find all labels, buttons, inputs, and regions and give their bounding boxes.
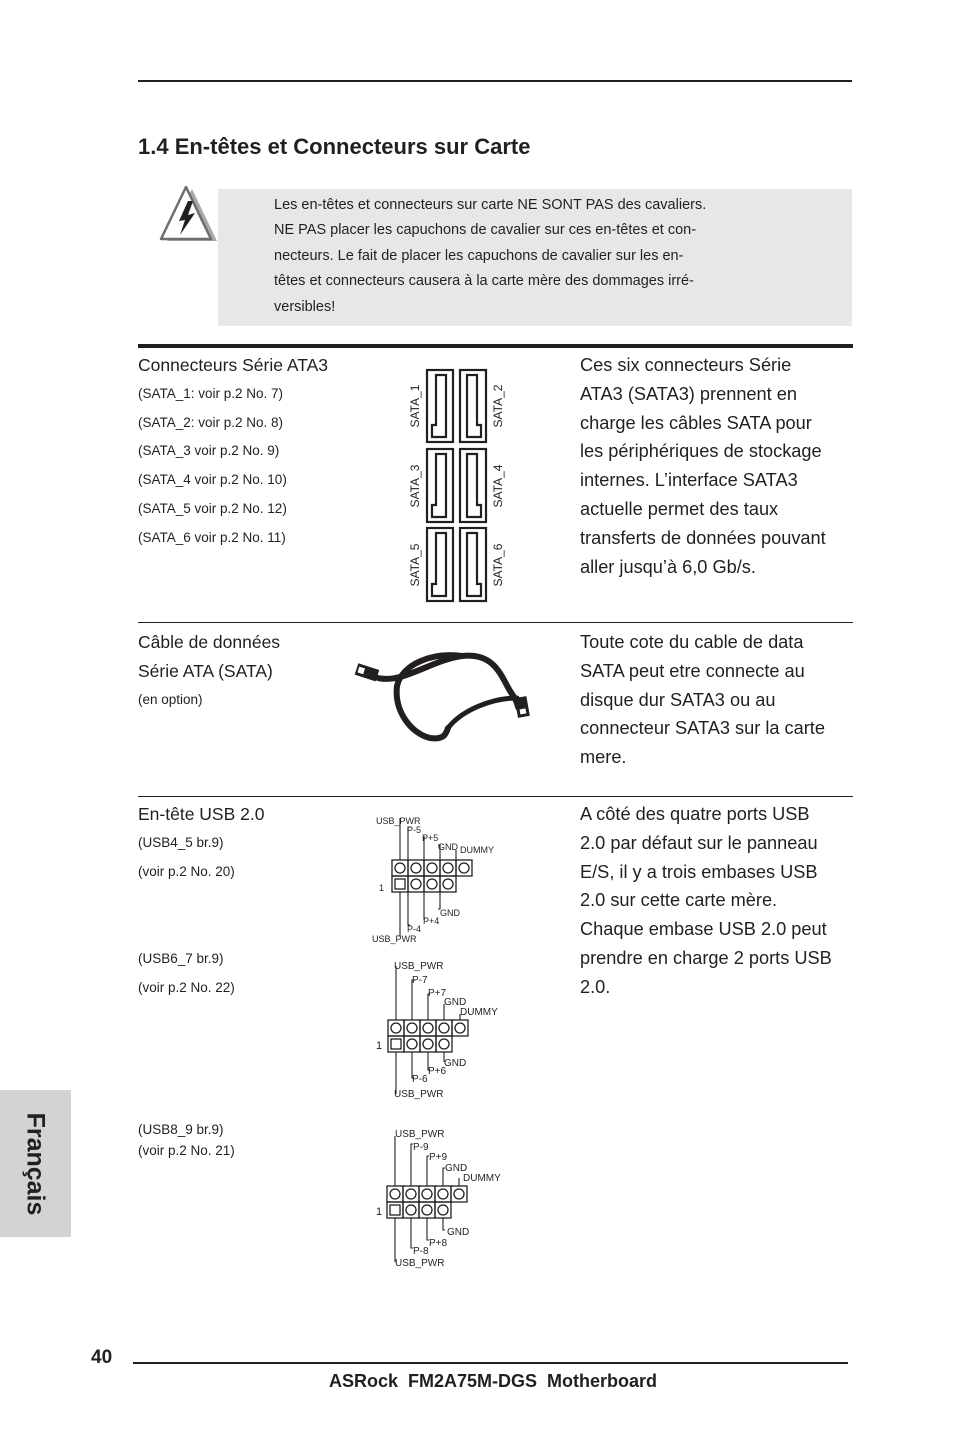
usb-2-label-usb-pwr-bottom: USB_PWR (394, 1089, 444, 1100)
usb-2-label-usb-pwr-top: USB_PWR (394, 961, 444, 972)
sata-ref-1: (SATA_1: voir p.2 No. 7) (138, 386, 284, 401)
usb-3-pin1-marker: 1 (376, 1206, 383, 1218)
usb-3-label-p-plus-bottom: P+8 (429, 1238, 448, 1249)
sata-port-label-1: SATA_1 (408, 384, 422, 428)
usb-2-label-p-plus-top: P+7 (428, 988, 447, 999)
usb-1-label-p-minus-top: P-5 (407, 825, 422, 835)
usb-description: A côté des quatre ports USB 2.0 par défaut sur le panneau E/S, il y a trois embases USB 2.0 sur cette carte mère. Chaque embase USB 2.0 peut prendre en charge 2 ports USB 2.0. (580, 804, 832, 997)
notice-text: Les en-têtes et connecteurs sur carte NE SONT PAS des cavaliers. NE PAS placer les capuchons de cavalier sur ces en-têtes et con- necteurs. Le fait de placer les capuchons de cavalier sur les en- têtes et connecteurs causera à la carte mère des dommages irré- versibles! (274, 197, 707, 315)
pin-grid-2 (388, 1020, 468, 1052)
notice-box (218, 189, 852, 326)
sata-port-1 (427, 370, 453, 442)
footer-product-name: ASRock FM2A75M-DGS Motherboard (329, 1371, 658, 1391)
usb-group-3-ref-2: (voir p.2 No. 21) (138, 1143, 235, 1158)
usb-header-diagram-3 (373, 1126, 513, 1272)
sata-description: Ces six connecteurs Série ATA3 (SATA3) prennent en charge les câbles SATA pour les périphériques de stockage internes. L’interface SATA3 actuelle permet des taux transferts de données pouvant aller jusqu’à 6,0 Gb/s. (580, 355, 826, 577)
sata-label: Connecteurs Série ATA3 (138, 355, 329, 375)
sata-ref-4: (SATA_4 voir p.2 No. 10) (138, 472, 287, 487)
top-rule (138, 80, 852, 82)
usb-2-label-dummy: DUMMY (460, 1007, 498, 1018)
section-rule-thick (138, 344, 853, 348)
sata-port-label-6: SATA_6 (491, 543, 505, 587)
usb-header-diagram-2 (372, 956, 512, 1104)
section-rule-2 (138, 796, 853, 797)
usb-group-1-ref-2: (voir p.2 No. 20) (138, 864, 235, 879)
usb-1-label-gnd-top: GND (438, 842, 458, 852)
usb-2-label-gnd-bottom: GND (444, 1058, 467, 1069)
section-rule-1 (138, 622, 853, 623)
sata-connector-diagram (400, 364, 515, 604)
sata-port-2 (460, 370, 486, 442)
usb-2-label-p-minus-bottom: P-6 (412, 1074, 428, 1085)
usb-header-diagram-1 (370, 812, 510, 946)
sata-cable-image (352, 650, 542, 760)
usb-1-label-dummy: DUMMY (460, 845, 494, 855)
usb-3-label-p-minus-bottom: P-8 (413, 1246, 429, 1257)
usb-group-3-ref-1: (USB8_9 br.9) (138, 1122, 224, 1137)
sata-port-3 (427, 449, 453, 522)
cable-label: Câble de données Série ATA (SATA) (138, 632, 281, 681)
pin-grid-1 (392, 860, 472, 892)
usb-group-2-ref-2: (voir p.2 No. 22) (138, 980, 235, 995)
section-title: 1.4 En-têtes et Connecteurs sur Carte (138, 134, 531, 159)
sata-ref-5: (SATA_5 voir p.2 No. 12) (138, 501, 287, 516)
language-tab (0, 1090, 71, 1237)
usb-2-pin1-marker: 1 (376, 1040, 383, 1052)
usb-1-label-gnd-bottom: GND (440, 908, 460, 918)
sata-port-label-2: SATA_2 (491, 384, 505, 428)
footer-rule (133, 1362, 848, 1364)
usb-1-label-p-minus-bottom: P-4 (407, 924, 422, 934)
sata-port-label-4: SATA_4 (491, 464, 505, 508)
sata-port-6 (460, 528, 486, 601)
usb-1-label-p-plus-bottom: P+4 (423, 916, 440, 926)
usb-2-label-p-plus-bottom: P+6 (428, 1066, 447, 1077)
usb-group-2-ref-1: (USB6_7 br.9) (138, 951, 224, 966)
usb-3-label-p-minus-top: P-9 (413, 1142, 429, 1153)
language-tab-label: Français (21, 1112, 50, 1216)
usb-3-label-usb-pwr-bottom: USB_PWR (395, 1258, 445, 1269)
pin-grid-3 (387, 1186, 467, 1218)
usb-3-label-dummy: DUMMY (463, 1173, 501, 1184)
sata-port-label-5: SATA_5 (408, 543, 422, 587)
usb-3-label-p-plus-top: P+9 (429, 1152, 448, 1163)
usb-2-label-p-minus-top: P-7 (412, 975, 428, 986)
usb-1-pin1-marker: 1 (379, 883, 385, 893)
usb-1-label-usb-pwr-bottom: USB_PWR (372, 934, 417, 944)
warning-icon (157, 184, 219, 246)
sata-port-label-3: SATA_3 (408, 464, 422, 508)
usb-3-label-gnd-bottom: GND (447, 1227, 470, 1238)
cable-description: Toute cote du cable de data SATA peut etre connecte au disque dur SATA3 ou au connecteur SATA3 sur la carte mere. (580, 632, 825, 768)
sata-port-5 (427, 528, 453, 601)
usb-3-label-usb-pwr-top: USB_PWR (395, 1129, 445, 1140)
sata-ref-3: (SATA_3 voir p.2 No. 9) (138, 443, 280, 458)
usb-1-label-usb-pwr-top: USB_PWR (376, 816, 421, 826)
usb-1-label-p-plus-top: P+5 (422, 833, 439, 843)
cable-note: (en option) (138, 692, 203, 707)
usb-3-label-gnd-top: GND (445, 1163, 468, 1174)
page-number: 40 (91, 1347, 113, 1368)
usb-2-label-gnd-top: GND (444, 997, 467, 1008)
sata-ref-6: (SATA_6 voir p.2 No. 11) (138, 530, 286, 545)
usb-label: En-tête USB 2.0 (138, 804, 265, 824)
sata-port-4 (460, 449, 486, 522)
usb-group-1-ref-1: (USB4_5 br.9) (138, 835, 224, 850)
sata-ref-2: (SATA_2: voir p.2 No. 8) (138, 415, 284, 430)
